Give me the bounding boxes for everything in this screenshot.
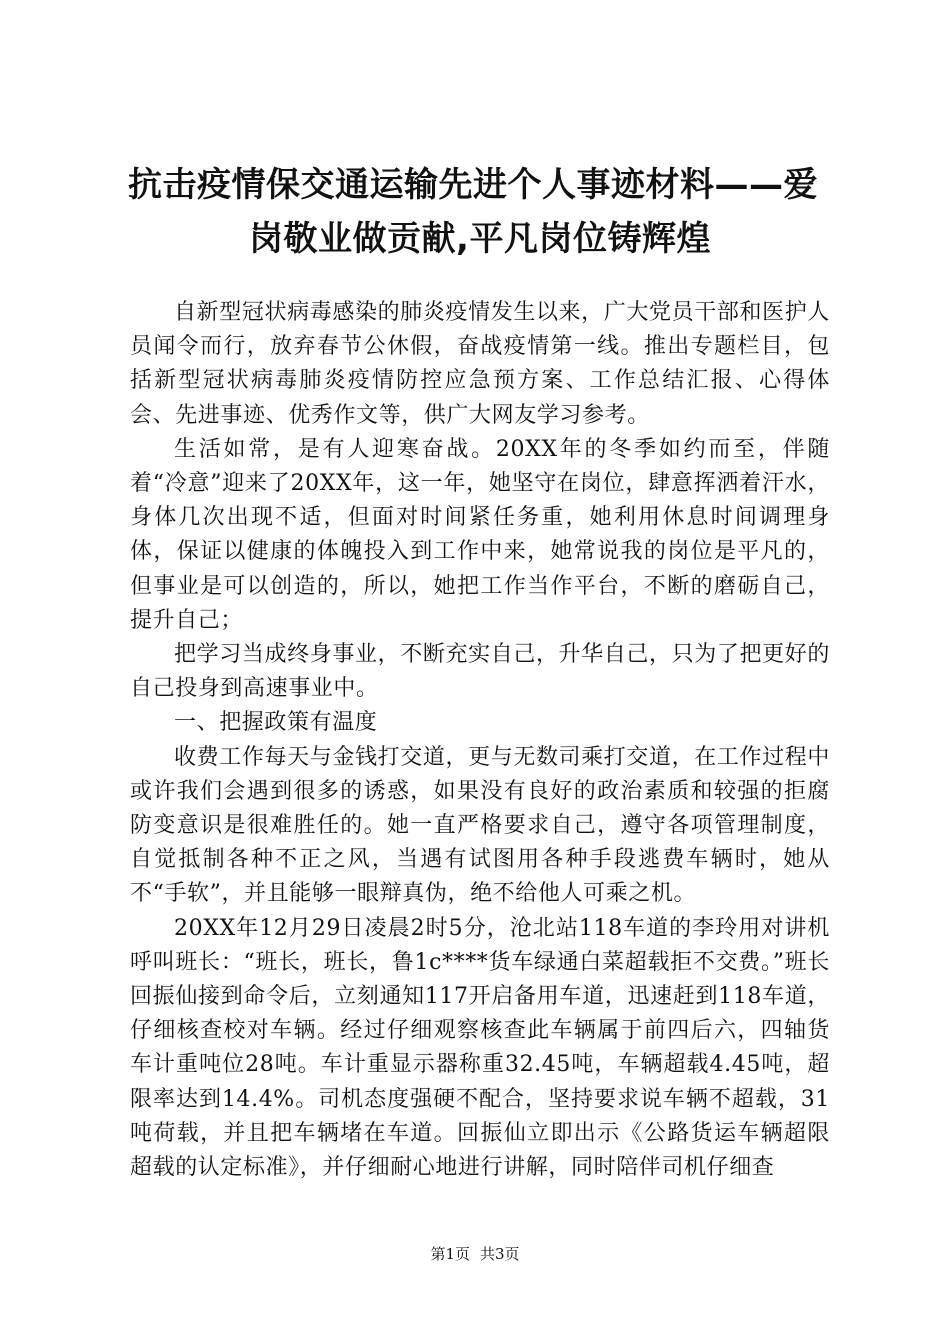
title-line-2: 岗敬业做贡献,平凡岗位铸辉煌 [249, 219, 711, 259]
paragraph-toll-work: 收费工作每天与金钱打交道，更与无数司乘打交道，在工作过程中或许我们会遇到很多的诱惑，如果没有良好的政治素质和较强的拒腐防变意识是很难胜任的。她一直严格要求自己，遵守各项管理制度，自觉抵制各种不正之风，当遇有试图用各种手段逃费车辆时，她从不“手软”，并且能够一眼辩真伪，绝不给他人可乘之机。 [130, 744, 830, 907]
document-body [130, 296, 830, 1185]
title-line-1: 抗击疫情保交通运输先进个人事迹材料——爱 [128, 165, 818, 205]
page-footer [0, 1244, 950, 1264]
section-heading: 一、把握政策有温度 [174, 710, 378, 736]
page-total: 共3页 [480, 1245, 520, 1263]
paragraph-life: 生活如常，是有人迎寒奋战。20XX年的冬季如约而至，伴随着“冷意”迎来了20XX年，这一年，她坚守在岗位，肆意挥洒着汗水，身体几次出现不适，但面对时间紧任务重，她利用休息时间调理身体，保证以健康的体魄投入到工作中来，她常说我的岗位是平凡的，但事业是可以创造的，所以，她把工作当作平台，不断的磨砺自己，提升自己； [130, 436, 830, 633]
paragraph-study: 把学习当成终身事业，不断充实自己，升华自己，只为了把更好的自己投身到高速事业中。 [130, 642, 830, 702]
document-title [128, 158, 832, 266]
paragraph-incident: 20XX年12月29日凌晨2时5分，沧北站118车道的李玲用对讲机呼叫班长：“班长，班长，鲁1c****货车绿通白菜超载拒不交费。”班长回振仙接到命令后，立刻通知117开启备用车道，迅速赶到118车道，仔细核查校对车辆。经过仔细观察核查此车辆属于前四后六，四轴货车计重吨位28吨。车计重显示器称重32.45吨，车辆超载4.45吨，超限率达到14.4%。司机态度强硬不配合，坚持要求说车辆不超载，31吨荷载，并且把车辆堵在车道。回振仙立即出示《公路货运车辆超限超载的认定标准》，并仔细耐心地进行讲解，同时陪伴司机仔细查 [130, 915, 830, 1181]
paragraph-intro: 自新型冠状病毒感染的肺炎疫情发生以来，广大党员干部和医护人员闻令而行，放弃春节公休假，奋战疫情第一线。推出专题栏目，包括新型冠状病毒肺炎疫情防控应急预方案、工作总结汇报、心得体会、先进事迹、优秀作文等，供广大网友学习参考。 [130, 300, 830, 428]
page-number: 第1页 [430, 1245, 470, 1263]
